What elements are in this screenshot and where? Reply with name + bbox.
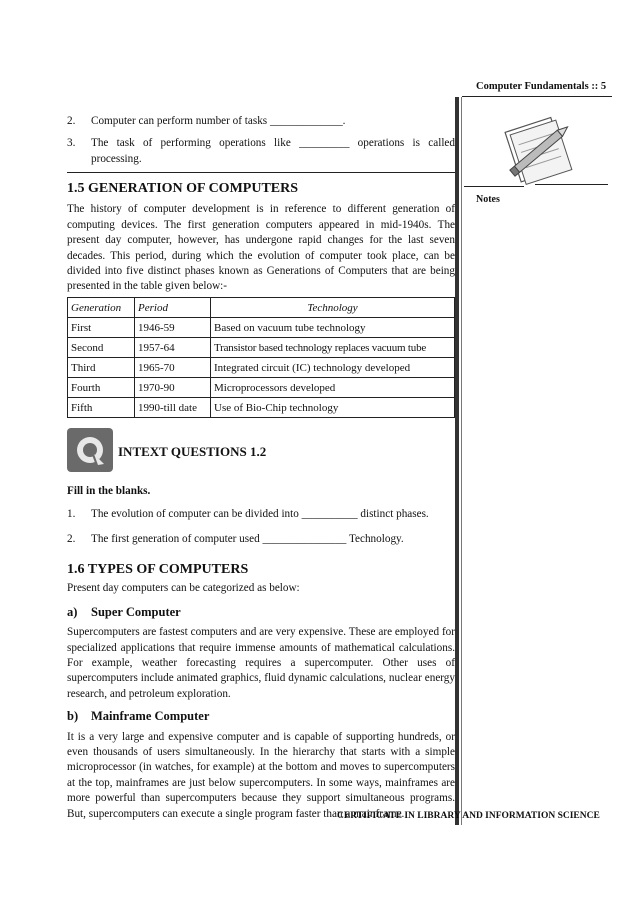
table-cell: 1990-till date (135, 398, 211, 418)
item-number: 1. (67, 508, 76, 521)
margin-bar (455, 97, 459, 825)
subsection-label: b) (67, 709, 79, 724)
item-number: 2. (67, 115, 76, 127)
generations-table-wrap (67, 297, 455, 418)
table-cell: 1970-90 (135, 378, 211, 398)
header-rule (462, 96, 612, 97)
generations-table (67, 297, 455, 418)
table-header-row (68, 298, 455, 318)
column-header: Period (135, 298, 211, 318)
section-heading: 1.6 TYPES OF COMPUTERS (67, 562, 249, 577)
table-cell: Microprocessors developed (211, 378, 455, 398)
item-text: The evolution of computer can be divided into __________ distinct phases. (91, 508, 429, 521)
table-cell: First (68, 318, 135, 338)
table-row (68, 378, 455, 398)
table-row (68, 358, 455, 378)
table-cell: Fifth (68, 398, 135, 418)
table-cell: Based on vacuum tube technology (211, 318, 455, 338)
page-header-title: Computer Fundamentals :: 5 (476, 81, 607, 92)
notes-rule-left (464, 186, 524, 187)
table-cell: 1957-64 (135, 338, 211, 358)
subsection-label: a) (67, 604, 78, 619)
intext-instruction: Fill in the blanks. (67, 485, 151, 497)
notes-label: Notes (476, 194, 500, 205)
table-cell: Use of Bio-Chip technology (211, 398, 455, 418)
mainframe-computer-text: It is a very large and expensive computer and is capable of supporting hundreds, or even thousands of users simultaneously. In the hierarchy that starts with a simple microprocessor (in watches, for example) at the bottom and moves to supercomputers at the top, mainframes are just below supercomputers. In some ways, mainframes are more powerful than supercomputers because they support simultaneous programs. But, supercomputers can execute a single program faster than a mainframe. (67, 730, 455, 820)
table-cell: Third (68, 358, 135, 378)
notes-rule-right (535, 184, 608, 185)
section-1-6 (67, 562, 455, 822)
section-1-5 (67, 181, 455, 295)
section-rule (67, 172, 455, 173)
intext-heading: INTEXT QUESTIONS 1.2 (118, 444, 267, 459)
item-number: 3. (67, 137, 76, 150)
notepad-pencil-icon (490, 110, 580, 190)
list-item (67, 507, 455, 522)
table-cell: 1965-70 (135, 358, 211, 378)
section-paragraph: The history of computer development is in reference to different generation of computing devices. The first generation computers appeared in mid-1940s. The present day computer, however, has undergone rapid changes for the last seven decades. This period, during which the evolution of computer took place, can be divided into five distinct phases known as Generations of Computers that are being presented in the table given below:- (67, 203, 455, 293)
table-row (68, 318, 455, 338)
column-header: Technology (211, 298, 455, 318)
column-header: Generation (68, 298, 135, 318)
item-text: The first generation of computer used _______________ Technology. (91, 532, 404, 545)
item-number: 2. (67, 532, 76, 545)
item-text: The task of performing operations like _________ operations is called processing. (91, 137, 455, 165)
list-item (67, 136, 455, 167)
table-cell: Integrated circuit (IC) technology developed (211, 358, 455, 378)
table-cell: Second (68, 338, 135, 358)
subsection-heading-super (67, 605, 455, 620)
page-footer: CERTIFICATE IN LIBRARY AND INFORMATION SCIENCE (337, 811, 600, 821)
table-cell: Transistor based technology replaces vacuum tube (211, 338, 455, 358)
section-intro: Present day computers can be categorized as below: (67, 582, 300, 595)
table-row (68, 398, 455, 418)
super-computer-text: Supercomputers are fastest computers and are very expensive. These are employed for specialized applications that require immense amounts of mathematical calculations. For example, weather forecasting requires a supercomputer. Other uses of supercomputers include animated graphics, fluid dynamic calculations, nuclear energy research, and petroleum exploration. (67, 626, 455, 700)
question-icon (67, 428, 113, 472)
subsection-title: Super Computer (91, 604, 181, 619)
subsection-title: Mainframe Computer (91, 709, 210, 724)
subsection-heading-mainframe (67, 709, 455, 724)
table-cell: Fourth (68, 378, 135, 398)
item-text: Computer can perform number of tasks _____________. (91, 115, 346, 127)
table-row (68, 338, 455, 358)
table-cell: 1946-59 (135, 318, 211, 338)
margin-bar-thin (461, 97, 462, 825)
section-heading: 1.5 GENERATION OF COMPUTERS (67, 181, 299, 196)
list-item (67, 114, 455, 129)
top-question-list (67, 114, 455, 167)
intext-questions (67, 484, 455, 547)
list-item (67, 532, 455, 547)
